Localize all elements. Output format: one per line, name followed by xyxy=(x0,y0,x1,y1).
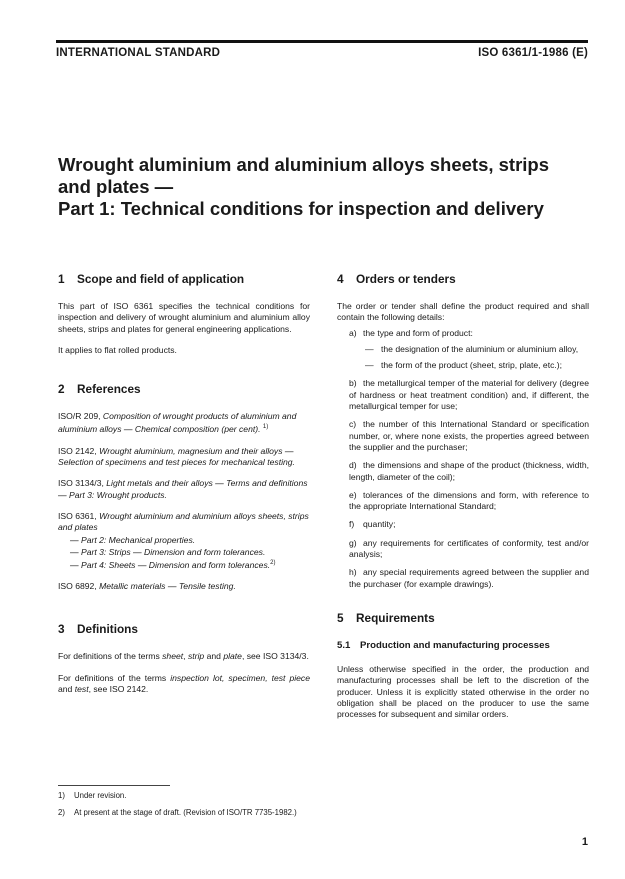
standard-type-label: INTERNATIONAL STANDARD xyxy=(56,47,221,59)
section-5-heading: 5 Requirements xyxy=(337,610,435,625)
right-column xyxy=(337,272,589,720)
list-item: — Part 4: Sheets — Dimension and form tolerances.$^{2)}$ xyxy=(70,559,276,570)
section-4-heading: 4 Orders or tenders xyxy=(337,272,456,286)
reference-iso-6892: ISO 6892, Metallic materials — Tensile testing. xyxy=(58,581,236,592)
list-item: f) quantity; xyxy=(349,519,396,530)
footnote-1: 1) Under revision. xyxy=(58,791,127,800)
list-item: — Part 2: Mechanical properties. xyxy=(70,535,196,546)
reference-iso-r-209: ISO/R 209, Composition of wrought products of aluminium and aluminium alloys — Chemical composition (per cent). $^{1)}$ xyxy=(58,411,297,435)
section-5-1-heading: 5.1 Production and manufacturing processes xyxy=(337,639,550,651)
section-3-heading: 3 Definitions xyxy=(58,622,138,637)
reference-iso-6361: ISO 6361, Wrought aluminium and aluminium alloys sheets, strips and plates — Part 2: Mechanical properties. — Part 3: Strips — Dimension and form tolerances. — Part 4: Sheets — Dimension and form tolerances.$^{2)}$ xyxy=(58,510,309,570)
title-line-3: Part 1: Technical conditions for inspection and delivery xyxy=(58,198,544,219)
footnote-rule xyxy=(58,785,170,786)
order-details-list xyxy=(349,328,589,590)
section-4-intro: The order or tender shall define the product required and shall contain the following details: xyxy=(337,301,589,323)
list-item: c) the number of this International Standard or specification number, or, where none exists, the properties agreed between the supplier and the purchaser; xyxy=(349,419,589,452)
list-item: e) tolerances of the dimensions and form, with reference to the appropriate International Standard; xyxy=(349,489,589,512)
section-2-heading: 2 References xyxy=(58,382,141,397)
section-3-paragraph-1: For definitions of the terms sheet, strip and plate, see ISO 3134/3. xyxy=(58,651,309,662)
title-line-1: Wrought aluminium and aluminium alloys sheets, strips xyxy=(58,154,550,175)
section-1-paragraph-2: It applies to flat rolled products. xyxy=(58,344,177,355)
document-title xyxy=(58,154,598,220)
section-5-1-paragraph: Unless otherwise specified in the order, the production and manufacturing processes shall be left to the discretion of the producer. Unless it is explicitly stated otherwise in the order no obligation shall be placed on the producer to use the same processes for subsequent and similar orders. xyxy=(337,663,589,720)
section-1-heading: 1 Scope and field of application xyxy=(58,272,245,286)
list-item: — the form of the product (sheet, strip, plate, etc.); xyxy=(365,360,563,371)
list-item: a) the type and form of product: — the designation of the aluminium or aluminium alloy, — the form of the product (sheet, strip, plate, etc.); xyxy=(349,328,589,372)
reference-iso-3134-3: ISO 3134/3, Light metals and their alloys — Terms and definitions — Part 3: Wrought products. xyxy=(58,478,308,500)
section-3-paragraph-2: For definitions of the terms inspection lot, specimen, test piece and test, see ISO 2142. xyxy=(58,672,310,695)
header-rule xyxy=(56,40,588,43)
list-item: — Part 3: Strips — Dimension and form tolerances. xyxy=(70,546,266,557)
list-item: g) any requirements for certificates of conformity, test and/or analysis; xyxy=(349,537,589,560)
list-item: h) any special requirements agreed between the supplier and the purchaser (for example drawings). xyxy=(349,567,589,589)
reference-iso-2142: ISO 2142, Wrought aluminium, magnesium and their alloys — Selection of specimens and test pieces for mechanical testing. xyxy=(58,445,295,467)
list-item: d) the dimensions and shape of the product (thickness, width, length, diameter of the coil); xyxy=(349,460,589,482)
list-item: b) the metallurgical temper of the material for delivery (degree of hardness or heat treatment condition) and, if different, the metallurgical temper for use; xyxy=(349,378,589,412)
page-number: 1 xyxy=(581,836,588,848)
section-1-paragraph-1: This part of ISO 6361 specifies the technical conditions for inspection and delivery of wrought aluminium and aluminium alloy sheets, strips and plates for general engineering applications. xyxy=(58,301,310,334)
iso-6361-parts-list xyxy=(70,535,310,571)
standard-number-label: ISO 6361/1-1986 (E) xyxy=(478,47,588,59)
title-line-2: and plates — xyxy=(58,176,174,197)
left-column xyxy=(58,272,310,695)
footnote-2: 2) At present at the stage of draft. (Revision of ISO/TR 7735-1982.) xyxy=(58,808,297,817)
list-item: — the designation of the aluminium or aluminium alloy, xyxy=(365,343,579,354)
